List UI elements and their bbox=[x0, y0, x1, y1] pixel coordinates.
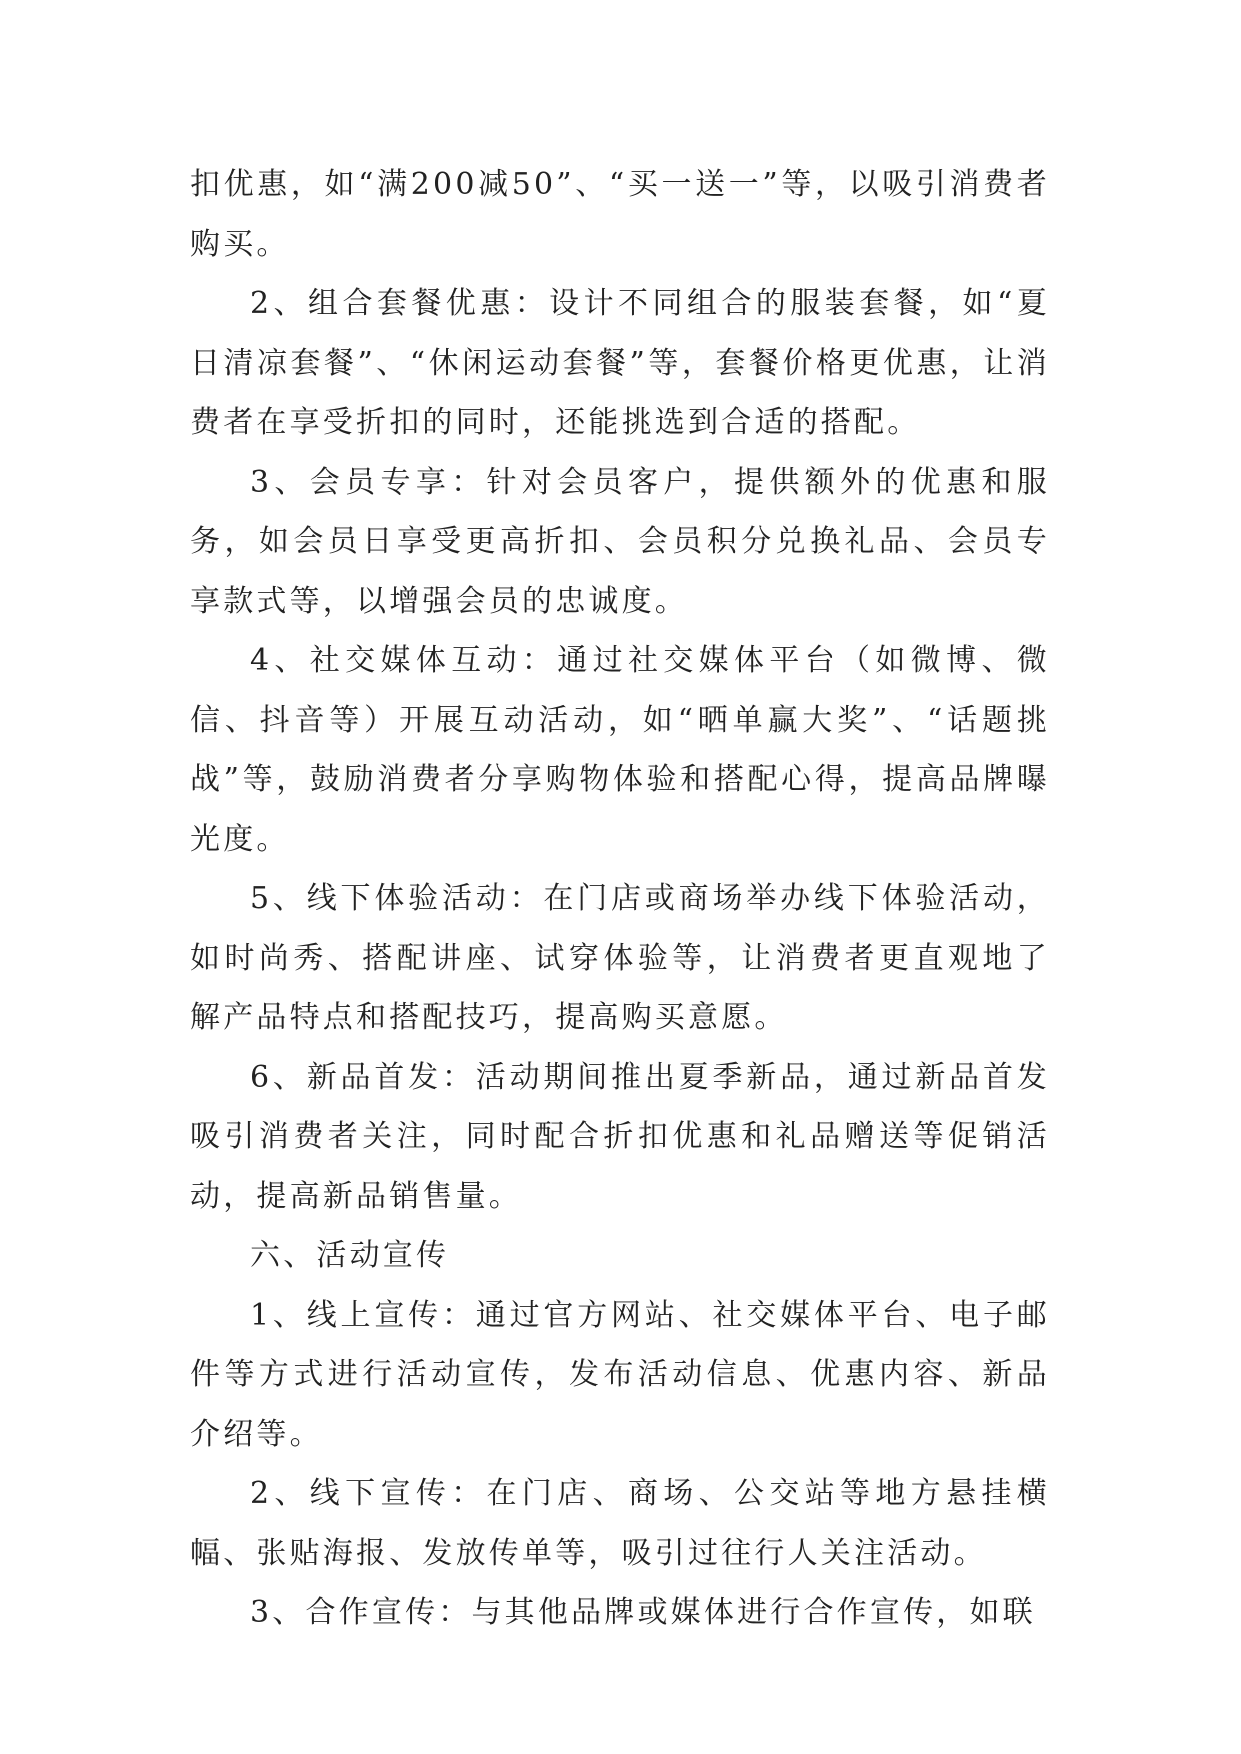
document-body bbox=[190, 155, 1050, 1643]
paragraph-new-product-launch: 6、新品首发：活动期间推出夏季新品，通过新品首发吸引消费者关注，同时配合折扣优惠和礼品赠送等促销活动，提高新品销售量。 bbox=[190, 1059, 1050, 1214]
paragraph-social-media: 4、社交媒体互动：通过社交媒体平台（如微博、微信、抖音等）开展互动活动，如“晒单赢大奖”、“话题挑战”等，鼓励消费者分享购物体验和搭配心得，提高品牌曝光度。 bbox=[190, 643, 1050, 857]
paragraph-offline-experience: 5、线下体验活动：在门店或商场举办线下体验活动，如时尚秀、搭配讲座、试穿体验等，让消费者更直观地了解产品特点和搭配技巧，提高购买意愿。 bbox=[190, 881, 1050, 1035]
paragraph-discount-continuation: 扣优惠，如“满200减50”、“买一送一”等，以吸引消费者购买。 bbox=[190, 167, 1050, 262]
paragraph-offline-promotion: 2、线下宣传：在门店、商场、公交站等地方悬挂横幅、张贴海报、发放传单等，吸引过往行人关注活动。 bbox=[190, 1476, 1050, 1571]
paragraph-online-promotion: 1、线上宣传：通过官方网站、社交媒体平台、电子邮件等方式进行活动宣传，发布活动信息、优惠内容、新品介绍等。 bbox=[190, 1297, 1050, 1452]
paragraph-combo-package: 2、组合套餐优惠：设计不同组合的服装套餐，如“夏日清凉套餐”、“休闲运动套餐”等，套餐价格更优惠，让消费者在享受折扣的同时，还能挑选到合适的搭配。 bbox=[190, 286, 1050, 440]
paragraph-cooperative-promotion: 3、合作宣传：与其他品牌或媒体进行合作宣传，如联 bbox=[250, 1595, 1036, 1630]
paragraph-member-exclusive: 3、会员专享：针对会员客户，提供额外的优惠和服务，如会员日享受更高折扣、会员积分兑换礼品、会员专享款式等，以增强会员的忠诚度。 bbox=[190, 464, 1050, 619]
section-heading-promotion: 六、活动宣传 bbox=[250, 1238, 450, 1273]
